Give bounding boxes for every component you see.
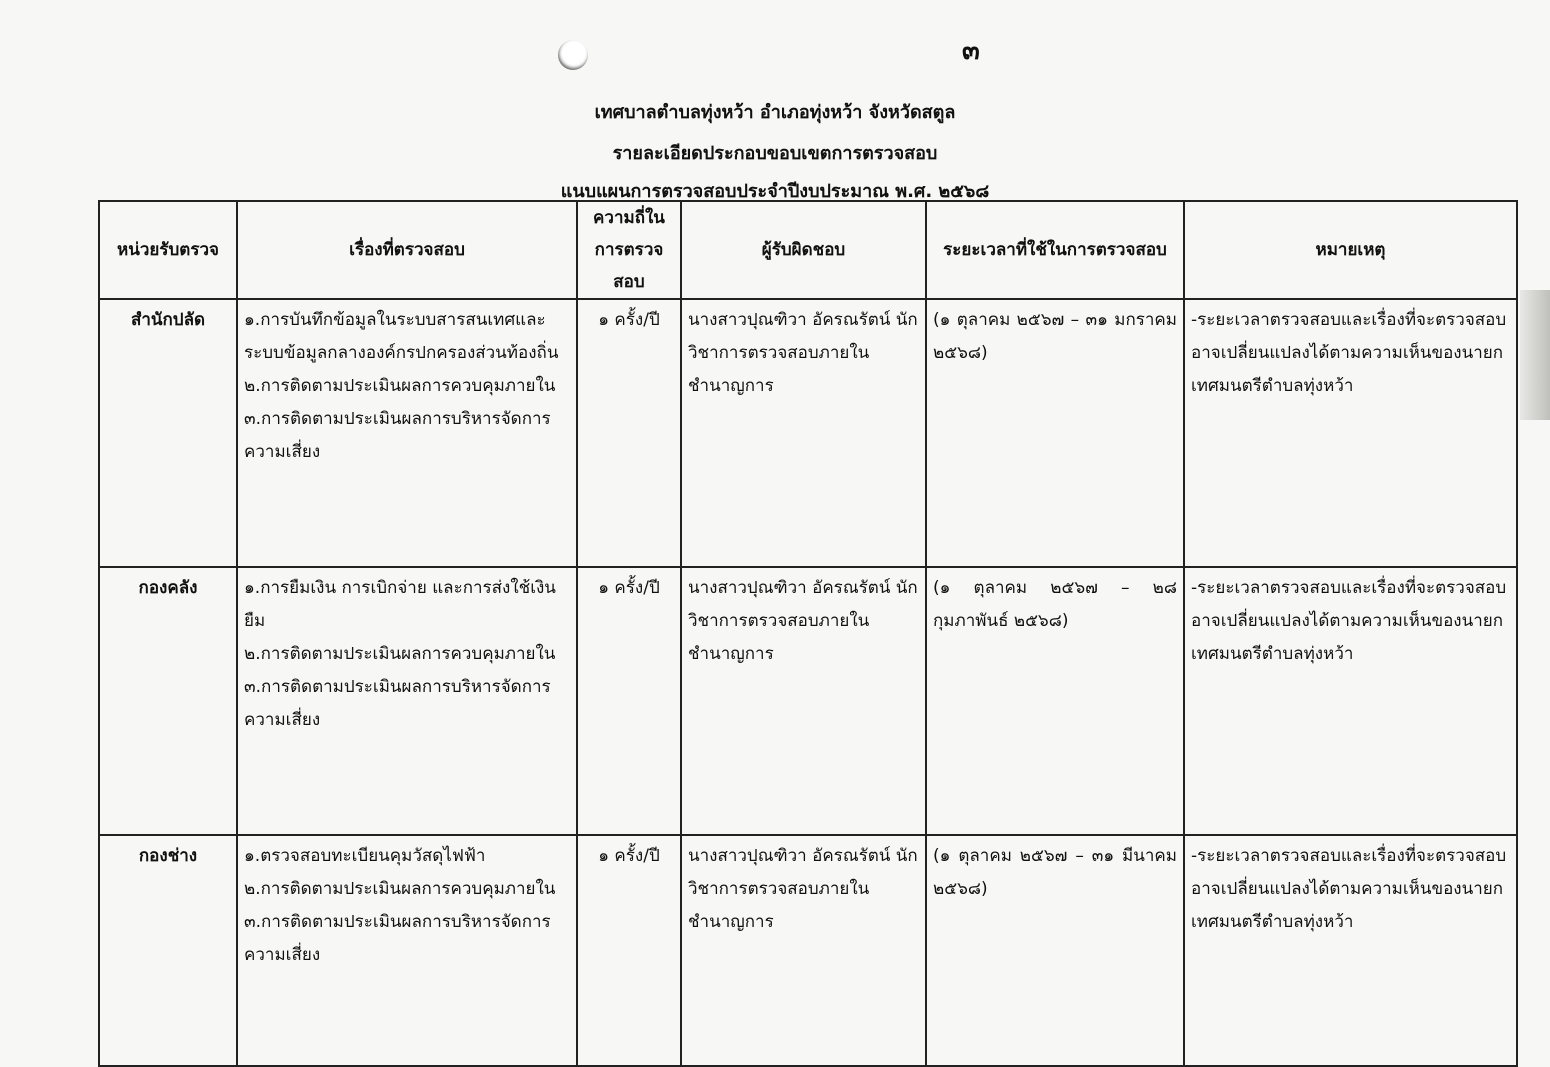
subject-item: ๓.การติดตามประเมินผลการบริหารจัดการความเสี่ยง <box>244 912 551 965</box>
subject-item: ๓.การติดตามประเมินผลการบริหารจัดการความเสี่ยง <box>244 677 551 730</box>
cell-unit: สำนักปลัด <box>99 299 237 567</box>
cell-responsible: นางสาวปุณฑิวา อัครณรัตน์ นักวิชาการตรวจสอบภายในชำนาญการ <box>681 835 926 1066</box>
cell-period: (๑ ตุลาคม ๒๕๖๗ – ๒๘ กุมภาพันธ์ ๒๕๖๘) <box>926 567 1184 835</box>
subject-item: ๓.การติดตามประเมินผลการบริหารจัดการความเสี่ยง <box>244 409 551 462</box>
subject-item: ๑.การยืมเงิน การเบิกจ่าย และการส่งใช้เงินยืม <box>244 578 556 631</box>
heading-plan: แนบแผนการตรวจสอบประจำปีงบประมาณ พ.ศ. ๒๕๖๘ <box>560 181 990 202</box>
cell-remarks: -ระยะเวลาตรวจสอบและเรื่องที่จะตรวจสอบ อาจเปลี่ยนแปลงได้ตามความเห็นของนายกเทศมนตรีตำบลทุ่งหว้า <box>1184 835 1517 1066</box>
cell-subjects <box>237 567 577 835</box>
subject-item: ๒.การติดตามประเมินผลการควบคุมภายใน <box>244 376 556 396</box>
table-header-row <box>99 201 1517 299</box>
table-row <box>99 299 1517 567</box>
cell-remarks: -ระยะเวลาตรวจสอบและเรื่องที่จะตรวจสอบ อาจเปลี่ยนแปลงได้ตามความเห็นของนายกเทศมนตรีตำบลทุ่งหว้า <box>1184 299 1517 567</box>
cell-remarks: -ระยะเวลาตรวจสอบและเรื่องที่จะตรวจสอบ อาจเปลี่ยนแปลงได้ตามความเห็นของนายกเทศมนตรีตำบลทุ่งหว้า <box>1184 567 1517 835</box>
subject-item: ๒.การติดตามประเมินผลการควบคุมภายใน <box>244 879 556 899</box>
cell-responsible: นางสาวปุณฑิวา อัครณรัตน์ นักวิชาการตรวจสอบภายในชำนาญการ <box>681 299 926 567</box>
heading-description: รายละเอียดประกอบขอบเขตการตรวจสอบ <box>612 143 938 164</box>
page-number: ๓ <box>962 36 980 66</box>
subject-item: ๑.ตรวจสอบทะเบียนคุมวัสดุไฟฟ้า <box>244 846 486 866</box>
cell-unit: กองคลัง <box>99 567 237 835</box>
cell-period: (๑ ตุลาคม ๒๕๖๗ – ๓๑ มีนาคม ๒๕๖๘) <box>926 835 1184 1066</box>
cell-unit: กองช่าง <box>99 835 237 1066</box>
punch-hole-mark <box>558 40 588 70</box>
cell-subjects <box>237 299 577 567</box>
table-row <box>99 567 1517 835</box>
header-subject: เรื่องที่ตรวจสอบ <box>237 201 577 299</box>
header-period: ระยะเวลาที่ใช้ในการตรวจสอบ <box>926 201 1184 299</box>
header-responsible: ผู้รับผิดชอบ <box>681 201 926 299</box>
audit-scope-table <box>98 200 1518 1067</box>
subject-item: ๑.การบันทึกข้อมูลในระบบสารสนเทศและระบบข้อมูลกลางองค์กรปกครองส่วนท้องถิ่น <box>244 310 559 363</box>
header-frequency: ความถี่ในการตรวจสอบ <box>577 201 681 299</box>
cell-period: (๑ ตุลาคม ๒๕๖๗ – ๓๑ มกราคม ๒๕๖๘) <box>926 299 1184 567</box>
table-row <box>99 835 1517 1066</box>
header-unit: หน่วยรับตรวจ <box>99 201 237 299</box>
cell-responsible: นางสาวปุณฑิวา อัครณรัตน์ นักวิชาการตรวจสอบภายในชำนาญการ <box>681 567 926 835</box>
side-tab-mark <box>1520 290 1550 420</box>
heading-organization: เทศบาลตำบลทุ่งหว้า อำเภอทุ่งหว้า จังหวัดสตูล <box>594 102 956 123</box>
cell-frequency: ๑ ครั้ง/ปี <box>577 567 681 835</box>
cell-frequency: ๑ ครั้ง/ปี <box>577 835 681 1066</box>
subject-item: ๒.การติดตามประเมินผลการควบคุมภายใน <box>244 644 556 664</box>
header-remarks: หมายเหตุ <box>1184 201 1517 299</box>
cell-frequency: ๑ ครั้ง/ปี <box>577 299 681 567</box>
cell-subjects <box>237 835 577 1066</box>
